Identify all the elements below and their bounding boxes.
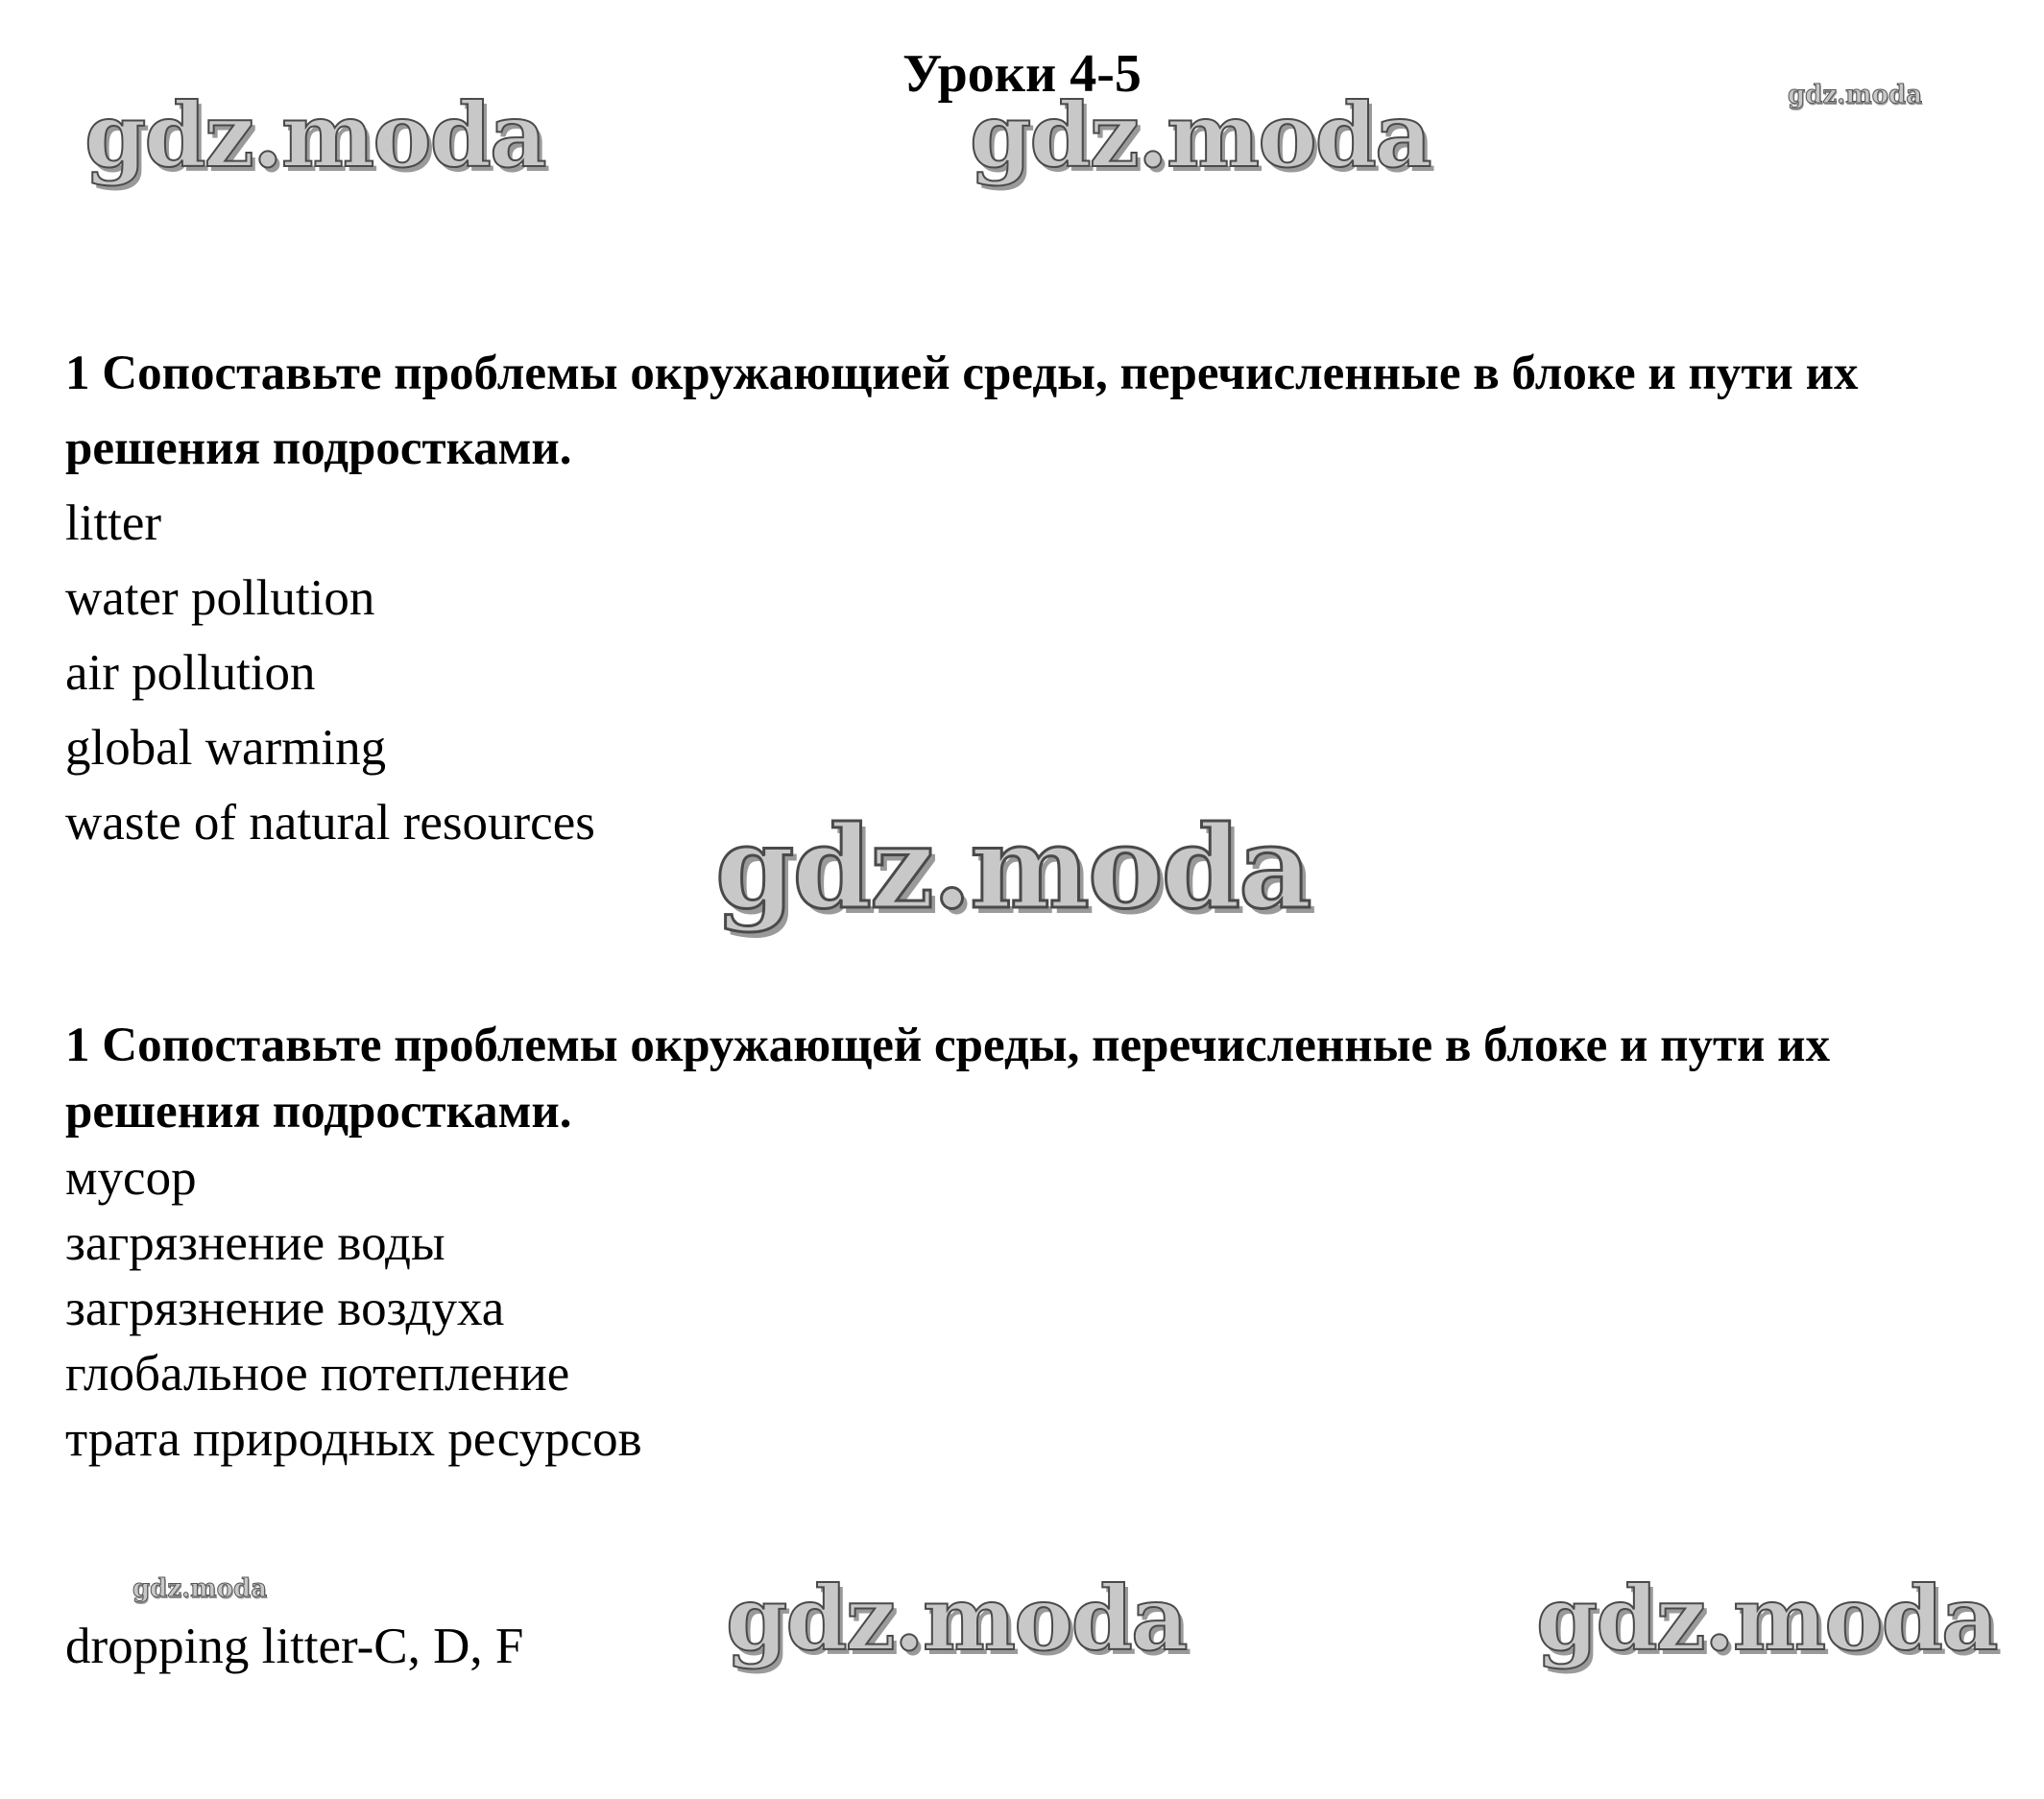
watermark-logo: gdz.moda [1788,81,1923,109]
list-item: загрязнение воды [65,1215,445,1271]
answer-text: dropping litter-C, D, F [65,1619,524,1674]
watermark-logo: gdz.moda [970,84,1431,187]
list-item: global warming [65,720,387,776]
list-item: мусор [65,1150,197,1206]
watermark-logo: gdz.moda [84,84,545,187]
list-item: water pollution [65,570,375,626]
list-item: litter [65,495,162,551]
exercise-question: 1 Сопоставьте проблемы окружающей среды, перечисленные в блоке и пути их решения подростками. [65,1019,1831,1139]
exercise-section-russian [65,1013,1985,1472]
watermark-logo: gdz.moda [726,1567,1187,1670]
list-item: трата природных ресурсов [65,1411,642,1467]
watermark-logo: gdz.moda [1536,1567,1997,1670]
list-item: глобальное потепление [65,1346,570,1402]
exercise-section-english [65,336,1985,860]
exercise-question: 1 Сопоставьте проблемы окружающией среды, перечисленные в блоке и пути их решения подростками. [65,347,1859,475]
list-item: waste of natural resources [65,795,595,851]
problem-list [65,1145,1985,1472]
watermark-logo: gdz.moda [132,1574,268,1603]
list-item: air pollution [65,645,316,701]
list-item: загрязнение воздуха [65,1281,505,1336]
page-title: Уроки 4-5 [902,44,1142,104]
watermark-logo: gdz.moda [715,801,1311,934]
